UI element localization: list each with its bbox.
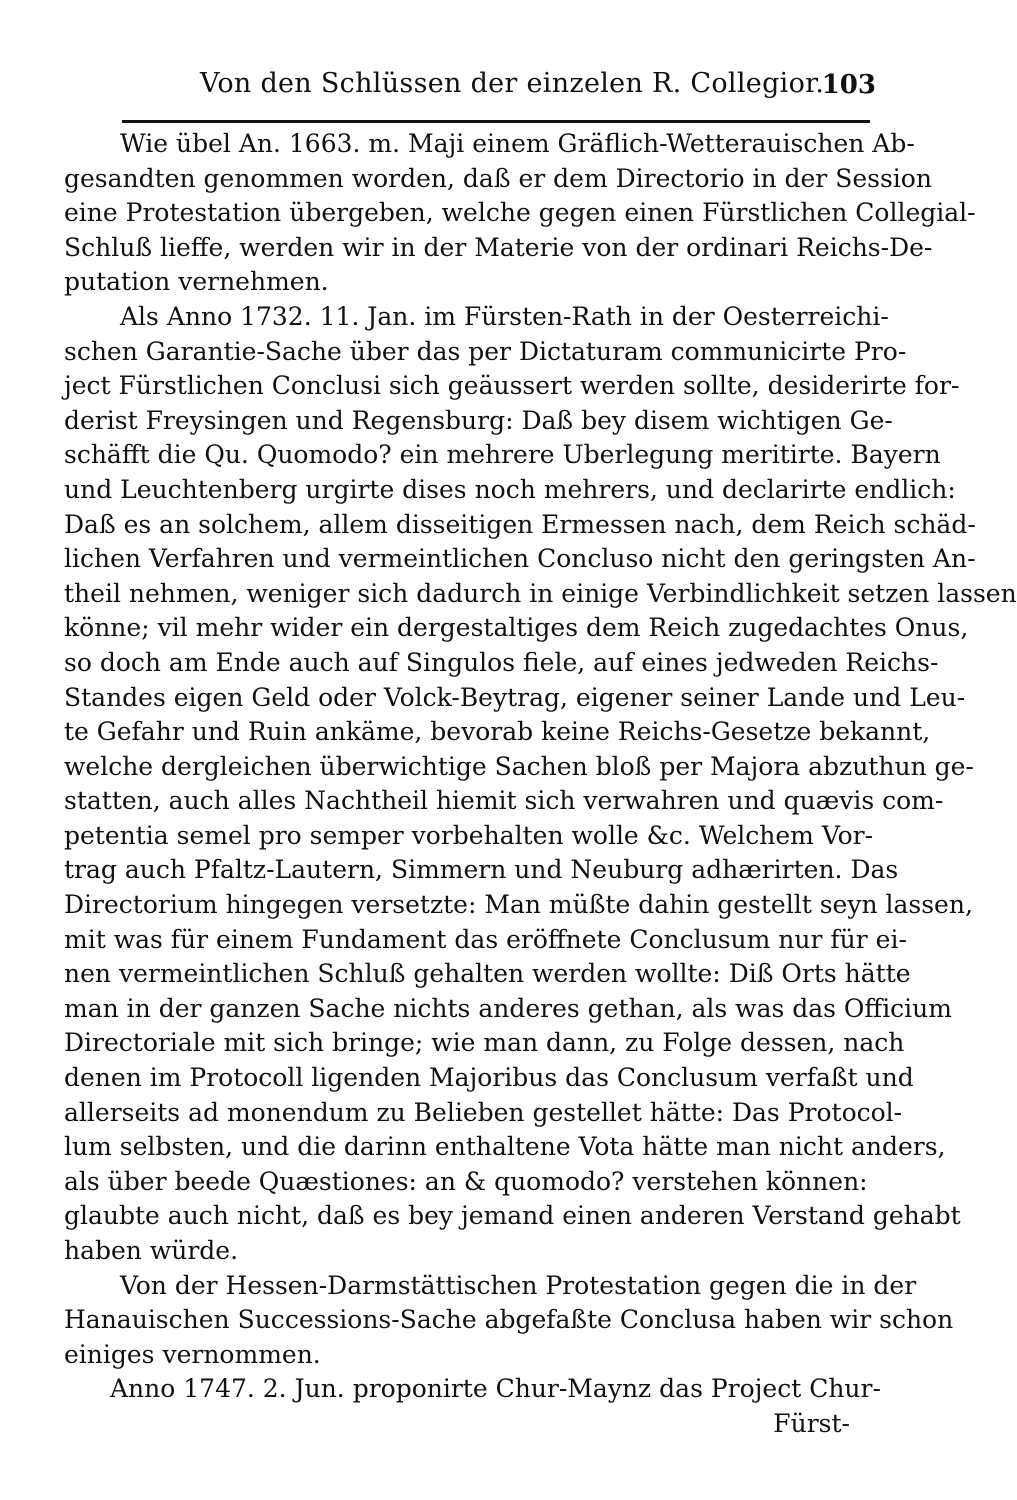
paragraph (60, 1269, 954, 1373)
text-line: Directorium hingegen versetzte: Man müßte dahin gestellt seyn lassen, (64, 890, 973, 920)
book-page (60, 60, 1017, 1442)
paragraph (60, 127, 976, 300)
text-line: man in der ganzen Sache nichts anderes gethan, als was das Officium (64, 993, 952, 1023)
text-line: petentia semel pro semper vorbehalten wolle &c. Welchem Vor- (64, 820, 874, 850)
text-line: Standes eigen Geld oder Volck-Beytrag, eigener seiner Lande und Leu- (64, 682, 966, 712)
page-number: 103 (821, 70, 876, 100)
text-line: haben würde. (64, 1236, 239, 1265)
text-line: allerseits ad monendum zu Belieben gestellet hätte: Das Protocol- (64, 1097, 903, 1127)
text-line: schäfft die Qu. Quomodo? ein mehrere Uberlegung meritirte. Bayern (64, 440, 941, 470)
text-line: als über beede Quæstiones: an & quomodo? verstehen können: (64, 1166, 868, 1196)
text-line: putation vernehmen. (64, 267, 329, 297)
text-line: Von der Hessen-Darmstättischen Protestation gegen die in der (120, 1270, 917, 1300)
text-line: lum selbsten, und die darinn enthaltene Vota hätte man nicht anders, (64, 1132, 946, 1162)
catchword: Fürst- (773, 1408, 850, 1438)
body-text (60, 127, 1017, 1442)
text-line: denen im Protocoll ligenden Majoribus das Conclusum verfaßt und (64, 1063, 914, 1093)
text-line: nen vermeintlichen Schluß gehalten werden wollte: Diß Orts hätte (64, 959, 911, 989)
text-line: Wie übel An. 1663. m. Maji einem Gräflich-Wetterauischen Ab- (120, 129, 915, 158)
text-line: derist Freysingen und Regensburg: Daß bey disem wichtigen Ge- (64, 405, 893, 435)
text-line: Directoriale mit sich bringe; wie man dann, zu Folge dessen, nach (64, 1028, 905, 1058)
text-line: Schluß lieffe, werden wir in der Materie von der ordinari Reichs-De- (64, 232, 933, 262)
text-line: Anno 1747. 2. Jun. proponirte Chur-Maynz das Project Chur- (110, 1374, 881, 1404)
text-line: mit was für einem Fundament das eröffnete Conclusum nur für ei- (64, 924, 907, 954)
text-line: Als Anno 1732. 11. Jan. im Fürsten-Rath in der Oesterreichi- (120, 301, 889, 331)
text-line: te Gefahr und Ruin ankäme, bevorab keine Reichs-Gesetze bekannt, (64, 717, 931, 747)
text-line: Daß es an solchem, allem disseitigen Ermessen nach, dem Reich schäd- (64, 509, 976, 539)
paragraph (60, 1372, 881, 1407)
paragraph (60, 300, 1017, 1269)
text-line: könne; vil mehr wider ein dergestaltiges dem Reich zugedachtes Onus, (64, 613, 969, 643)
text-line: eine Protestation übergeben, welche gegen einen Fürstlichen Collegial- (64, 198, 976, 228)
text-line: schen Garantie-Sache über das per Dictaturam communicirte Pro- (64, 336, 907, 366)
text-line: glaubte auch nicht, daß es bey jemand einen anderen Verstand gehabt (64, 1201, 961, 1231)
text-line: so doch am Ende auch auf Singulos fiele, auf eines jedweden Reichs- (64, 647, 939, 677)
text-line: und Leuchtenberg urgirte dises noch mehrers, und declarirte endlich: (64, 474, 956, 504)
text-line: Hanauischen Successions-Sache abgefaßte Conclusa haben wir schon (64, 1305, 954, 1335)
text-line: statten, auch alles Nachtheil hiemit sich verwahren und quævis com- (64, 786, 944, 816)
text-line: gesandten genommen worden, daß er dem Directorio in der Session (64, 163, 932, 193)
text-line: theil nehmen, weniger sich dadurch in einige Verbindlichkeit setzen lassen (64, 578, 1017, 608)
running-title: Von den Schlüssen der einzelen R. Collegior. (200, 68, 825, 99)
text-line: lichen Verfahren und vermeintlichen Concluso nicht den geringsten An- (64, 544, 976, 574)
text-line: trag auch Pfaltz-Lautern, Simmern und Neuburg adhærirten. Das (64, 855, 899, 885)
text-line: ject Fürstlichen Conclusi sich geäussert werden sollte, desiderirte for- (64, 371, 960, 401)
header-rule (122, 120, 870, 123)
text-line: welche dergleichen überwichtige Sachen bloß per Majora abzuthun ge- (64, 751, 974, 781)
page-header (60, 60, 876, 110)
text-line: einiges vernommen. (64, 1339, 321, 1369)
